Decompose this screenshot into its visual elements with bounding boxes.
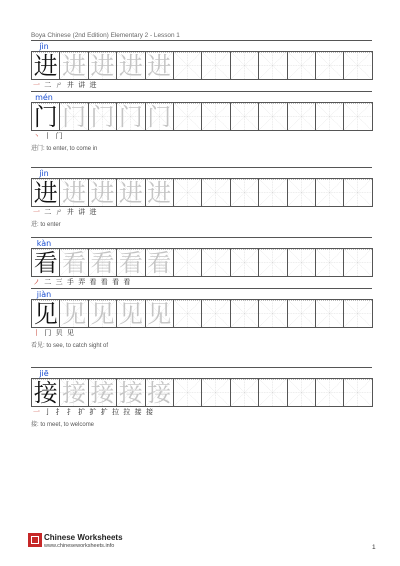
model-character: 见: [33, 300, 58, 327]
stroke-step: 丶: [33, 132, 40, 140]
trace-character: 门: [118, 103, 143, 130]
stroke-step: 拉: [123, 408, 131, 416]
practice-cell[interactable]: [231, 52, 259, 79]
stroke-order: [33, 327, 78, 339]
model-character-cell: [32, 52, 60, 79]
practice-cell[interactable]: [259, 300, 287, 327]
stroke-step: 冂: [44, 329, 52, 337]
trace-character: 接: [147, 379, 172, 406]
grid-guides: [288, 249, 315, 276]
trace-character-cell: [89, 300, 117, 327]
stroke-step: 贝: [55, 329, 63, 337]
grid-guides: [202, 52, 229, 79]
grid-guides: [316, 300, 343, 327]
character-grid: [31, 102, 373, 131]
grid-guides: [174, 249, 201, 276]
character-grid: [31, 248, 373, 277]
stroke-step: ㄕ: [55, 81, 63, 89]
practice-cell[interactable]: [288, 249, 316, 276]
practice-cell[interactable]: [259, 103, 287, 130]
stroke-step: 见: [66, 329, 74, 337]
model-character: 看: [33, 249, 58, 276]
stroke-step: 一: [33, 81, 40, 89]
stroke-step: 接: [145, 408, 153, 416]
pinyin-label: jiàn: [36, 290, 52, 299]
trace-character-cell: [89, 379, 117, 406]
trace-character-cell: [117, 379, 145, 406]
grid-guides: [344, 52, 371, 79]
practice-cell[interactable]: [231, 179, 259, 206]
practice-cell[interactable]: [259, 379, 287, 406]
trace-character-cell: [146, 179, 174, 206]
trace-character-cell: [117, 179, 145, 206]
stroke-step: 扌: [66, 408, 74, 416]
trace-character: 进: [62, 179, 87, 206]
stroke-step: 丨: [33, 329, 40, 337]
stroke-order: [33, 130, 67, 142]
grid-guides: [344, 249, 371, 276]
trace-character: 见: [62, 300, 87, 327]
grid-guides: [259, 179, 286, 206]
practice-cell[interactable]: [316, 300, 344, 327]
stroke-step: 进: [89, 81, 97, 89]
grid-guides: [259, 103, 286, 130]
grid-guides: [231, 52, 258, 79]
stroke-step: 二: [44, 278, 52, 286]
trace-character-cell: [117, 52, 145, 79]
grid-guides: [316, 379, 343, 406]
grid-guides: [259, 300, 286, 327]
character-grid: [31, 299, 373, 328]
stroke-step: 二: [44, 208, 52, 216]
stroke-step: 看: [112, 278, 120, 286]
practice-cell[interactable]: [288, 103, 316, 130]
stroke-step: 扩: [78, 408, 86, 416]
footer-logo: [28, 533, 42, 547]
model-character-cell: [32, 103, 60, 130]
trace-character: 看: [62, 249, 87, 276]
pinyin-label: jiē: [39, 369, 49, 378]
trace-character-cell: [117, 300, 145, 327]
practice-cell[interactable]: [344, 103, 372, 130]
trace-character: 见: [90, 300, 115, 327]
model-character: 进: [33, 179, 58, 206]
practice-cell[interactable]: [259, 179, 287, 206]
trace-character: 进: [118, 52, 143, 79]
trace-character: 门: [62, 103, 87, 130]
practice-cell[interactable]: [316, 379, 344, 406]
stroke-step: 扌: [55, 408, 63, 416]
practice-cell[interactable]: [202, 300, 230, 327]
grid-guides: [231, 300, 258, 327]
model-character: 接: [33, 379, 58, 406]
practice-cell[interactable]: [174, 379, 202, 406]
trace-character: 接: [90, 379, 115, 406]
stroke-step: 一: [33, 208, 40, 216]
trace-character: 见: [147, 300, 172, 327]
practice-cell[interactable]: [231, 249, 259, 276]
model-character: 门: [33, 103, 58, 130]
stroke-step: 二: [44, 81, 52, 89]
practice-cell[interactable]: [344, 179, 372, 206]
model-character-cell: [32, 379, 60, 406]
grid-guides: [288, 379, 315, 406]
stroke-order: [33, 276, 135, 288]
stroke-step: 门: [55, 132, 63, 140]
stroke-step: 看: [89, 278, 97, 286]
trace-character: 接: [62, 379, 87, 406]
stroke-step: 一: [33, 408, 40, 416]
trace-character-cell: [146, 103, 174, 130]
stroke-order: [33, 206, 101, 218]
grid-guides: [202, 249, 229, 276]
stroke-step: 扩: [89, 408, 97, 416]
practice-cell[interactable]: [174, 300, 202, 327]
grid-guides: [316, 249, 343, 276]
trace-character-cell: [60, 249, 88, 276]
grid-guides: [344, 300, 371, 327]
practice-cell[interactable]: [202, 379, 230, 406]
trace-character: 看: [147, 249, 172, 276]
grid-guides: [316, 179, 343, 206]
footer-url[interactable]: www.chineseworksheets.info: [44, 543, 115, 549]
word-meaning: 看见: to see, to catch sight of: [31, 343, 109, 349]
practice-cell[interactable]: [316, 52, 344, 79]
pinyin-label: jìn: [39, 42, 49, 51]
practice-cell[interactable]: [288, 300, 316, 327]
grid-guides: [202, 379, 229, 406]
practice-cell[interactable]: [174, 103, 202, 130]
practice-cell[interactable]: [174, 52, 202, 79]
practice-cell[interactable]: [288, 179, 316, 206]
word-meaning: 进门: to enter, to come in: [31, 146, 98, 152]
word-meaning: 接: to meet, to welcome: [31, 422, 95, 428]
practice-cell[interactable]: [202, 179, 230, 206]
stroke-step: 手: [66, 278, 74, 286]
grid-guides: [231, 179, 258, 206]
practice-cell[interactable]: [288, 379, 316, 406]
trace-character-cell: [117, 103, 145, 130]
grid-guides: [259, 379, 286, 406]
grid-guides: [174, 300, 201, 327]
trace-character-cell: [89, 52, 117, 79]
trace-character: 看: [118, 249, 143, 276]
stroke-order: [33, 406, 157, 418]
practice-cell[interactable]: [316, 103, 344, 130]
practice-cell[interactable]: [288, 52, 316, 79]
stroke-step: 井: [66, 81, 74, 89]
grid-guides: [174, 52, 201, 79]
practice-cell[interactable]: [344, 379, 372, 406]
character-grid: [31, 178, 373, 207]
trace-character-cell: [146, 300, 174, 327]
trace-character: 门: [147, 103, 172, 130]
stroke-step: 丨: [44, 132, 52, 140]
stroke-step: ノ: [33, 278, 40, 286]
grid-guides: [316, 52, 343, 79]
trace-character-cell: [146, 52, 174, 79]
practice-cell[interactable]: [259, 52, 287, 79]
practice-cell[interactable]: [344, 52, 372, 79]
practice-cell[interactable]: [202, 249, 230, 276]
trace-character: 见: [118, 300, 143, 327]
practice-cell[interactable]: [202, 103, 230, 130]
trace-character-cell: [60, 103, 88, 130]
trace-character-cell: [146, 249, 174, 276]
grid-guides: [202, 179, 229, 206]
stroke-step: 弄: [78, 278, 86, 286]
trace-character: 进: [147, 179, 172, 206]
practice-cell[interactable]: [231, 300, 259, 327]
stroke-step: 扩: [100, 408, 108, 416]
word-meaning: 进: to enter: [31, 222, 61, 228]
stroke-step: 三: [55, 278, 63, 286]
trace-character-cell: [89, 103, 117, 130]
grid-guides: [231, 379, 258, 406]
trace-character-cell: [60, 52, 88, 79]
practice-cell[interactable]: [231, 379, 259, 406]
grid-guides: [174, 379, 201, 406]
grid-guides: [174, 103, 201, 130]
stroke-step: ㄕ: [55, 208, 63, 216]
stroke-step: 井: [66, 208, 74, 216]
grid-guides: [259, 52, 286, 79]
footer-brand[interactable]: Chinese Worksheets: [44, 533, 123, 542]
grid-guides: [344, 379, 371, 406]
trace-character-cell: [89, 179, 117, 206]
grid-guides: [344, 103, 371, 130]
grid-guides: [259, 249, 286, 276]
practice-cell[interactable]: [344, 300, 372, 327]
trace-character: 进: [90, 179, 115, 206]
model-character-cell: [32, 179, 60, 206]
grid-guides: [174, 179, 201, 206]
trace-character-cell: [117, 249, 145, 276]
character-grid: [31, 51, 373, 80]
practice-cell[interactable]: [174, 249, 202, 276]
stroke-order: [33, 79, 101, 91]
trace-character-cell: [60, 179, 88, 206]
page-number: 1: [372, 544, 376, 551]
trace-character: 门: [90, 103, 115, 130]
grid-guides: [344, 179, 371, 206]
trace-character: 进: [118, 179, 143, 206]
grid-guides: [288, 300, 315, 327]
practice-cell[interactable]: [316, 179, 344, 206]
model-character-cell: [32, 249, 60, 276]
trace-character: 看: [90, 249, 115, 276]
character-grid: [31, 378, 373, 407]
grid-guides: [288, 103, 315, 130]
grid-guides: [202, 300, 229, 327]
stroke-step: 讲: [78, 208, 86, 216]
stroke-step: 看: [100, 278, 108, 286]
grid-guides: [288, 179, 315, 206]
trace-character: 进: [62, 52, 87, 79]
stroke-step: 看: [123, 278, 131, 286]
grid-guides: [231, 103, 258, 130]
stroke-step: 亅: [44, 408, 52, 416]
trace-character: 接: [118, 379, 143, 406]
page-header: Boya Chinese (2nd Edition) Elementary 2 - Lesson 1: [31, 32, 180, 39]
practice-cell[interactable]: [202, 52, 230, 79]
grid-guides: [202, 103, 229, 130]
practice-cell[interactable]: [259, 249, 287, 276]
trace-character-cell: [146, 379, 174, 406]
practice-cell[interactable]: [174, 179, 202, 206]
grid-guides: [288, 52, 315, 79]
trace-character: 进: [147, 52, 172, 79]
practice-cell[interactable]: [344, 249, 372, 276]
stroke-step: 拉: [112, 408, 120, 416]
practice-cell[interactable]: [316, 249, 344, 276]
trace-character-cell: [60, 300, 88, 327]
grid-guides: [231, 249, 258, 276]
stroke-step: 讲: [78, 81, 86, 89]
trace-character-cell: [89, 249, 117, 276]
trace-character-cell: [60, 379, 88, 406]
pinyin-label: mén: [35, 93, 53, 102]
grid-guides: [316, 103, 343, 130]
model-character-cell: [32, 300, 60, 327]
stroke-step: 进: [89, 208, 97, 216]
stroke-step: 接: [134, 408, 142, 416]
pinyin-label: jìn: [39, 169, 49, 178]
model-character: 进: [33, 52, 58, 79]
trace-character: 进: [90, 52, 115, 79]
pinyin-label: kàn: [36, 239, 52, 248]
practice-cell[interactable]: [231, 103, 259, 130]
